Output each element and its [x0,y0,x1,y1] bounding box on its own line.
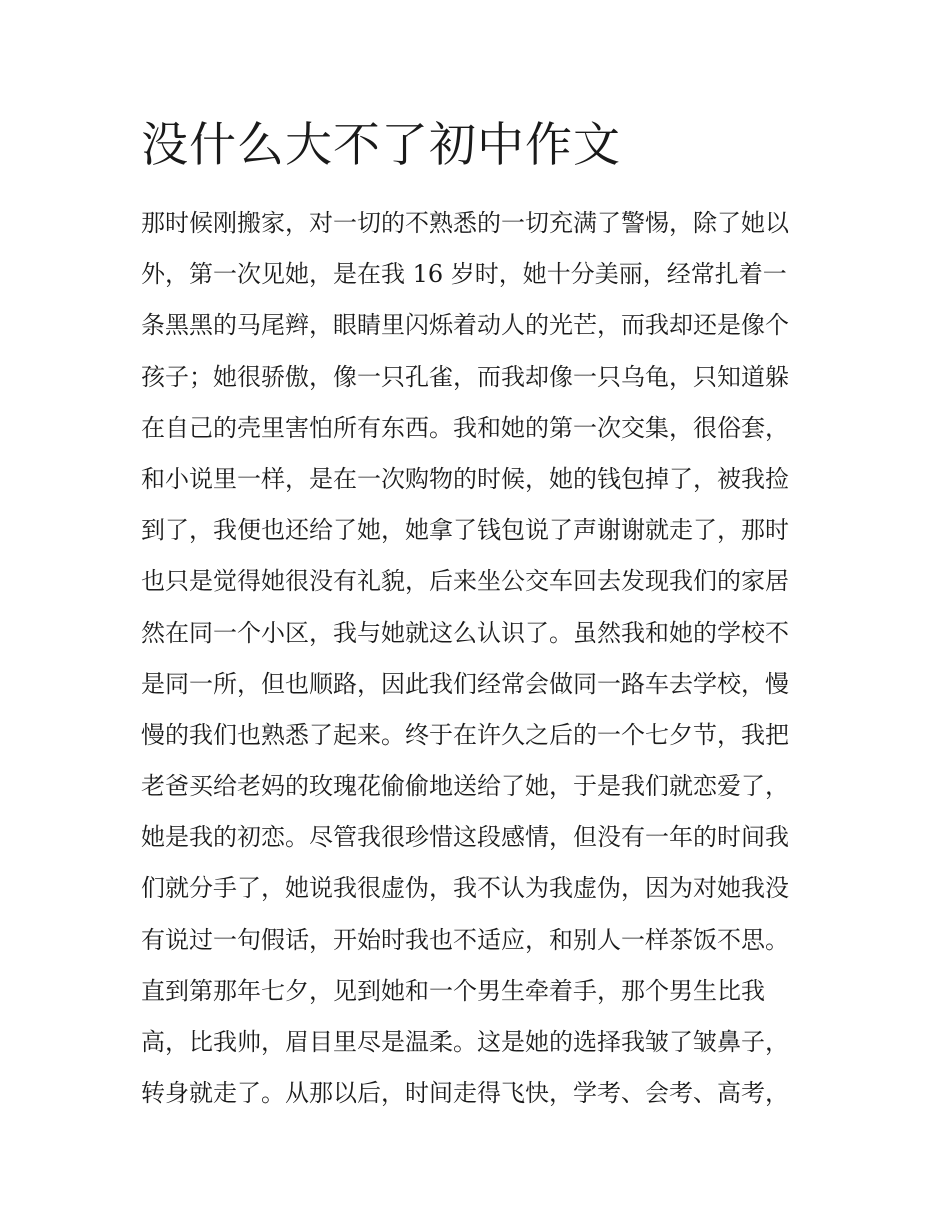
essay-line: 那时候刚搬家，对一切的不熟悉的一切充满了警惕，除了她以 [141,209,789,237]
essay-line: 转身就走了。从那以后，时间走得飞快，学考、会考、高考， [141,1079,789,1108]
essay-body [141,198,821,1119]
document-title: 没什么大不了初中作文 [141,118,621,173]
essay-line: 然在同一个小区，我与她就这么认识了。虽然我和她的学校不 [141,618,789,647]
essay-line: 有说过一句假话，开始时我也不适应，和别人一样茶饭不思。 [141,925,789,954]
essay-line: 直到第那年七夕，见到她和一个男生牵着手，那个男生比我 [141,976,765,1005]
essay-line: 到了，我便也还给了她，她拿了钱包说了声谢谢就走了，那时 [141,516,789,545]
essay-line: 条黑黑的马尾辫，眼睛里闪烁着动人的光芒，而我却还是像个 [141,311,789,340]
essay-line: 外，第一次见她，是在我 16 岁时，她十分美丽，经常扎着一 [141,260,787,289]
essay-line: 是同一所，但也顺路，因此我们经常会做同一路车去学校，慢 [141,669,789,698]
essay-line: 也只是觉得她很没有礼貌，后来坐公交车回去发现我们的家居 [141,567,789,596]
essay-line: 孩子；她很骄傲，像一只孔雀，而我却像一只乌龟，只知道躲 [141,362,789,391]
essay-line: 慢的我们也熟悉了起来。终于在许久之后的一个七夕节，我把 [141,720,789,749]
essay-line: 们就分手了，她说我很虚伪，我不认为我虚伪，因为对她我没 [141,874,789,903]
essay-line: 和小说里一样，是在一次购物的时候，她的钱包掉了，被我捡 [141,464,789,493]
essay-line: 高，比我帅，眉目里尽是温柔。这是她的选择我皱了皱鼻子， [141,1028,789,1056]
essay-line: 在自己的壳里害怕所有东西。我和她的第一次交集，很俗套， [141,413,789,442]
essay-line: 她是我的初恋。尽管我很珍惜这段感情，但没有一年的时间我 [141,823,789,852]
essay-line: 老爸买给老妈的玫瑰花偷偷地送给了她，于是我们就恋爱了， [141,772,789,801]
